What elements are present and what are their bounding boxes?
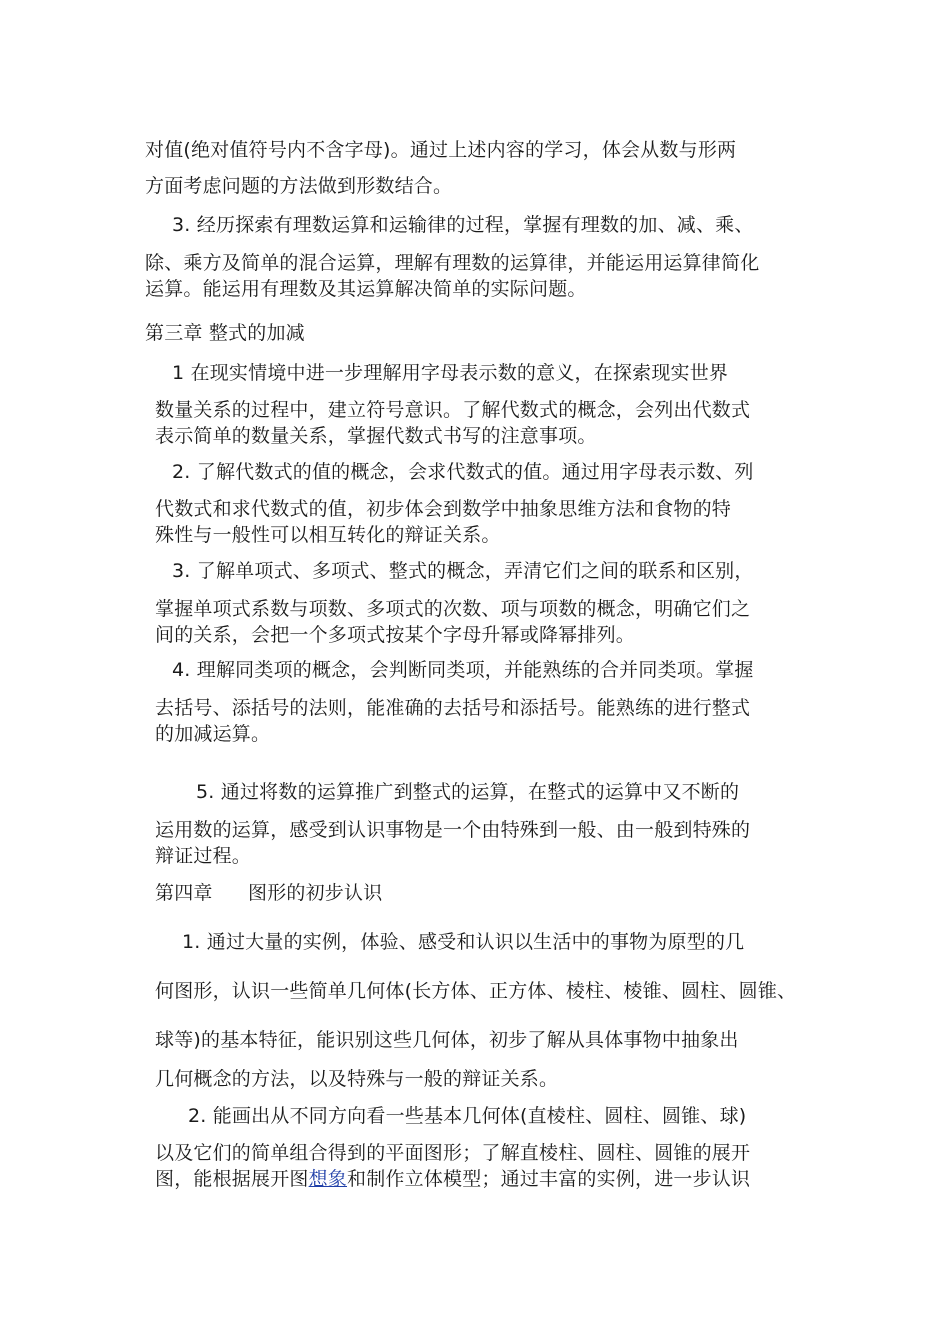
list-item-line: 数量关系的过程中，建立符号意识。了解代数式的概念，会列出代数式: [155, 399, 751, 421]
hyperlink-xiangxiang[interactable]: 想象: [308, 1168, 348, 1190]
chapter-title-name: 图形的初步认识: [248, 882, 383, 904]
list-item-line: 2. 能画出从不同方向看一些基本几何体(直棱柱、圆柱、圆锥、球): [188, 1105, 747, 1127]
list-item-line: 表示简单的数量关系，掌握代数式书写的注意事项。: [155, 425, 597, 447]
list-item-line: 的加减运算。: [155, 723, 271, 745]
list-item-line: 几何概念的方法，以及特殊与一般的辩证关系。: [155, 1068, 559, 1090]
list-item-line: 代数式和求代数式的值，初步体会到数学中抽象思维方法和食物的特: [155, 498, 732, 520]
list-item-line: 2. 了解代数式的值的概念，会求代数式的值。通过用字母表示数、列: [172, 461, 754, 483]
chapter-title: 第三章 整式的加减: [145, 322, 305, 344]
list-item-line: 掌握单项式系数与项数、多项式的次数、项与项数的概念，明确它们之: [155, 598, 751, 620]
list-item-line: 何图形，认识一些简单几何体(长方体、正方体、棱柱、棱锥、圆柱、圆锥、: [155, 980, 797, 1002]
list-item-line: 辩证过程。: [155, 845, 252, 867]
list-item-line: 除、乘方及简单的混合运算，理解有理数的运算律，并能运用运算律简化: [145, 252, 760, 274]
list-item-line: 球等)的基本特征，能识别这些几何体，初步了解从具体事物中抽象出: [155, 1029, 739, 1051]
paragraph-line: 方面考虑问题的方法做到形数结合。: [145, 175, 453, 197]
list-item-line: 间的关系，会把一个多项式按某个字母升幂或降幂排列。: [155, 624, 636, 646]
list-item-line: 1. 通过大量的实例，体验、感受和认识以生活中的事物为原型的几: [182, 931, 745, 953]
list-item-text: 和制作立体模型；通过丰富的实例，进一步认识: [347, 1168, 751, 1190]
list-item-text: 图，能根据展开图: [155, 1168, 309, 1190]
list-item-line: 1 在现实情境中进一步理解用字母表示数的意义，在探索现实世界: [172, 362, 729, 384]
paragraph-line: 对值(绝对值符号内不含字母)。通过上述内容的学习，体会从数与形两: [145, 139, 737, 161]
list-item-line: 以及它们的简单组合得到的平面图形；了解直棱柱、圆柱、圆锥的展开: [155, 1142, 751, 1164]
list-item-line: 3. 经历探索有理数运算和运输律的过程，掌握有理数的加、减、乘、: [172, 214, 754, 236]
list-item-line: 4. 理解同类项的概念，会判断同类项，并能熟练的合并同类项。掌握: [172, 659, 754, 681]
list-item-line: 运用数的运算，感受到认识事物是一个由特殊到一般、由一般到特殊的: [155, 819, 751, 841]
list-item-line: 5. 通过将数的运算推广到整式的运算，在整式的运算中又不断的: [196, 781, 740, 803]
list-item-line: 去括号、添括号的法则，能准确的去括号和添括号。能熟练的进行整式: [155, 697, 751, 719]
chapter-title-number: 第四章: [155, 882, 213, 904]
list-item-line: 殊性与一般性可以相互转化的辩证关系。: [155, 524, 501, 546]
list-item-line: 3. 了解单项式、多项式、整式的概念，弄清它们之间的联系和区别，: [172, 560, 754, 582]
list-item-line: 运算。能运用有理数及其运算解决简单的实际问题。: [145, 278, 587, 300]
list-item-line: [155, 1166, 750, 1192]
